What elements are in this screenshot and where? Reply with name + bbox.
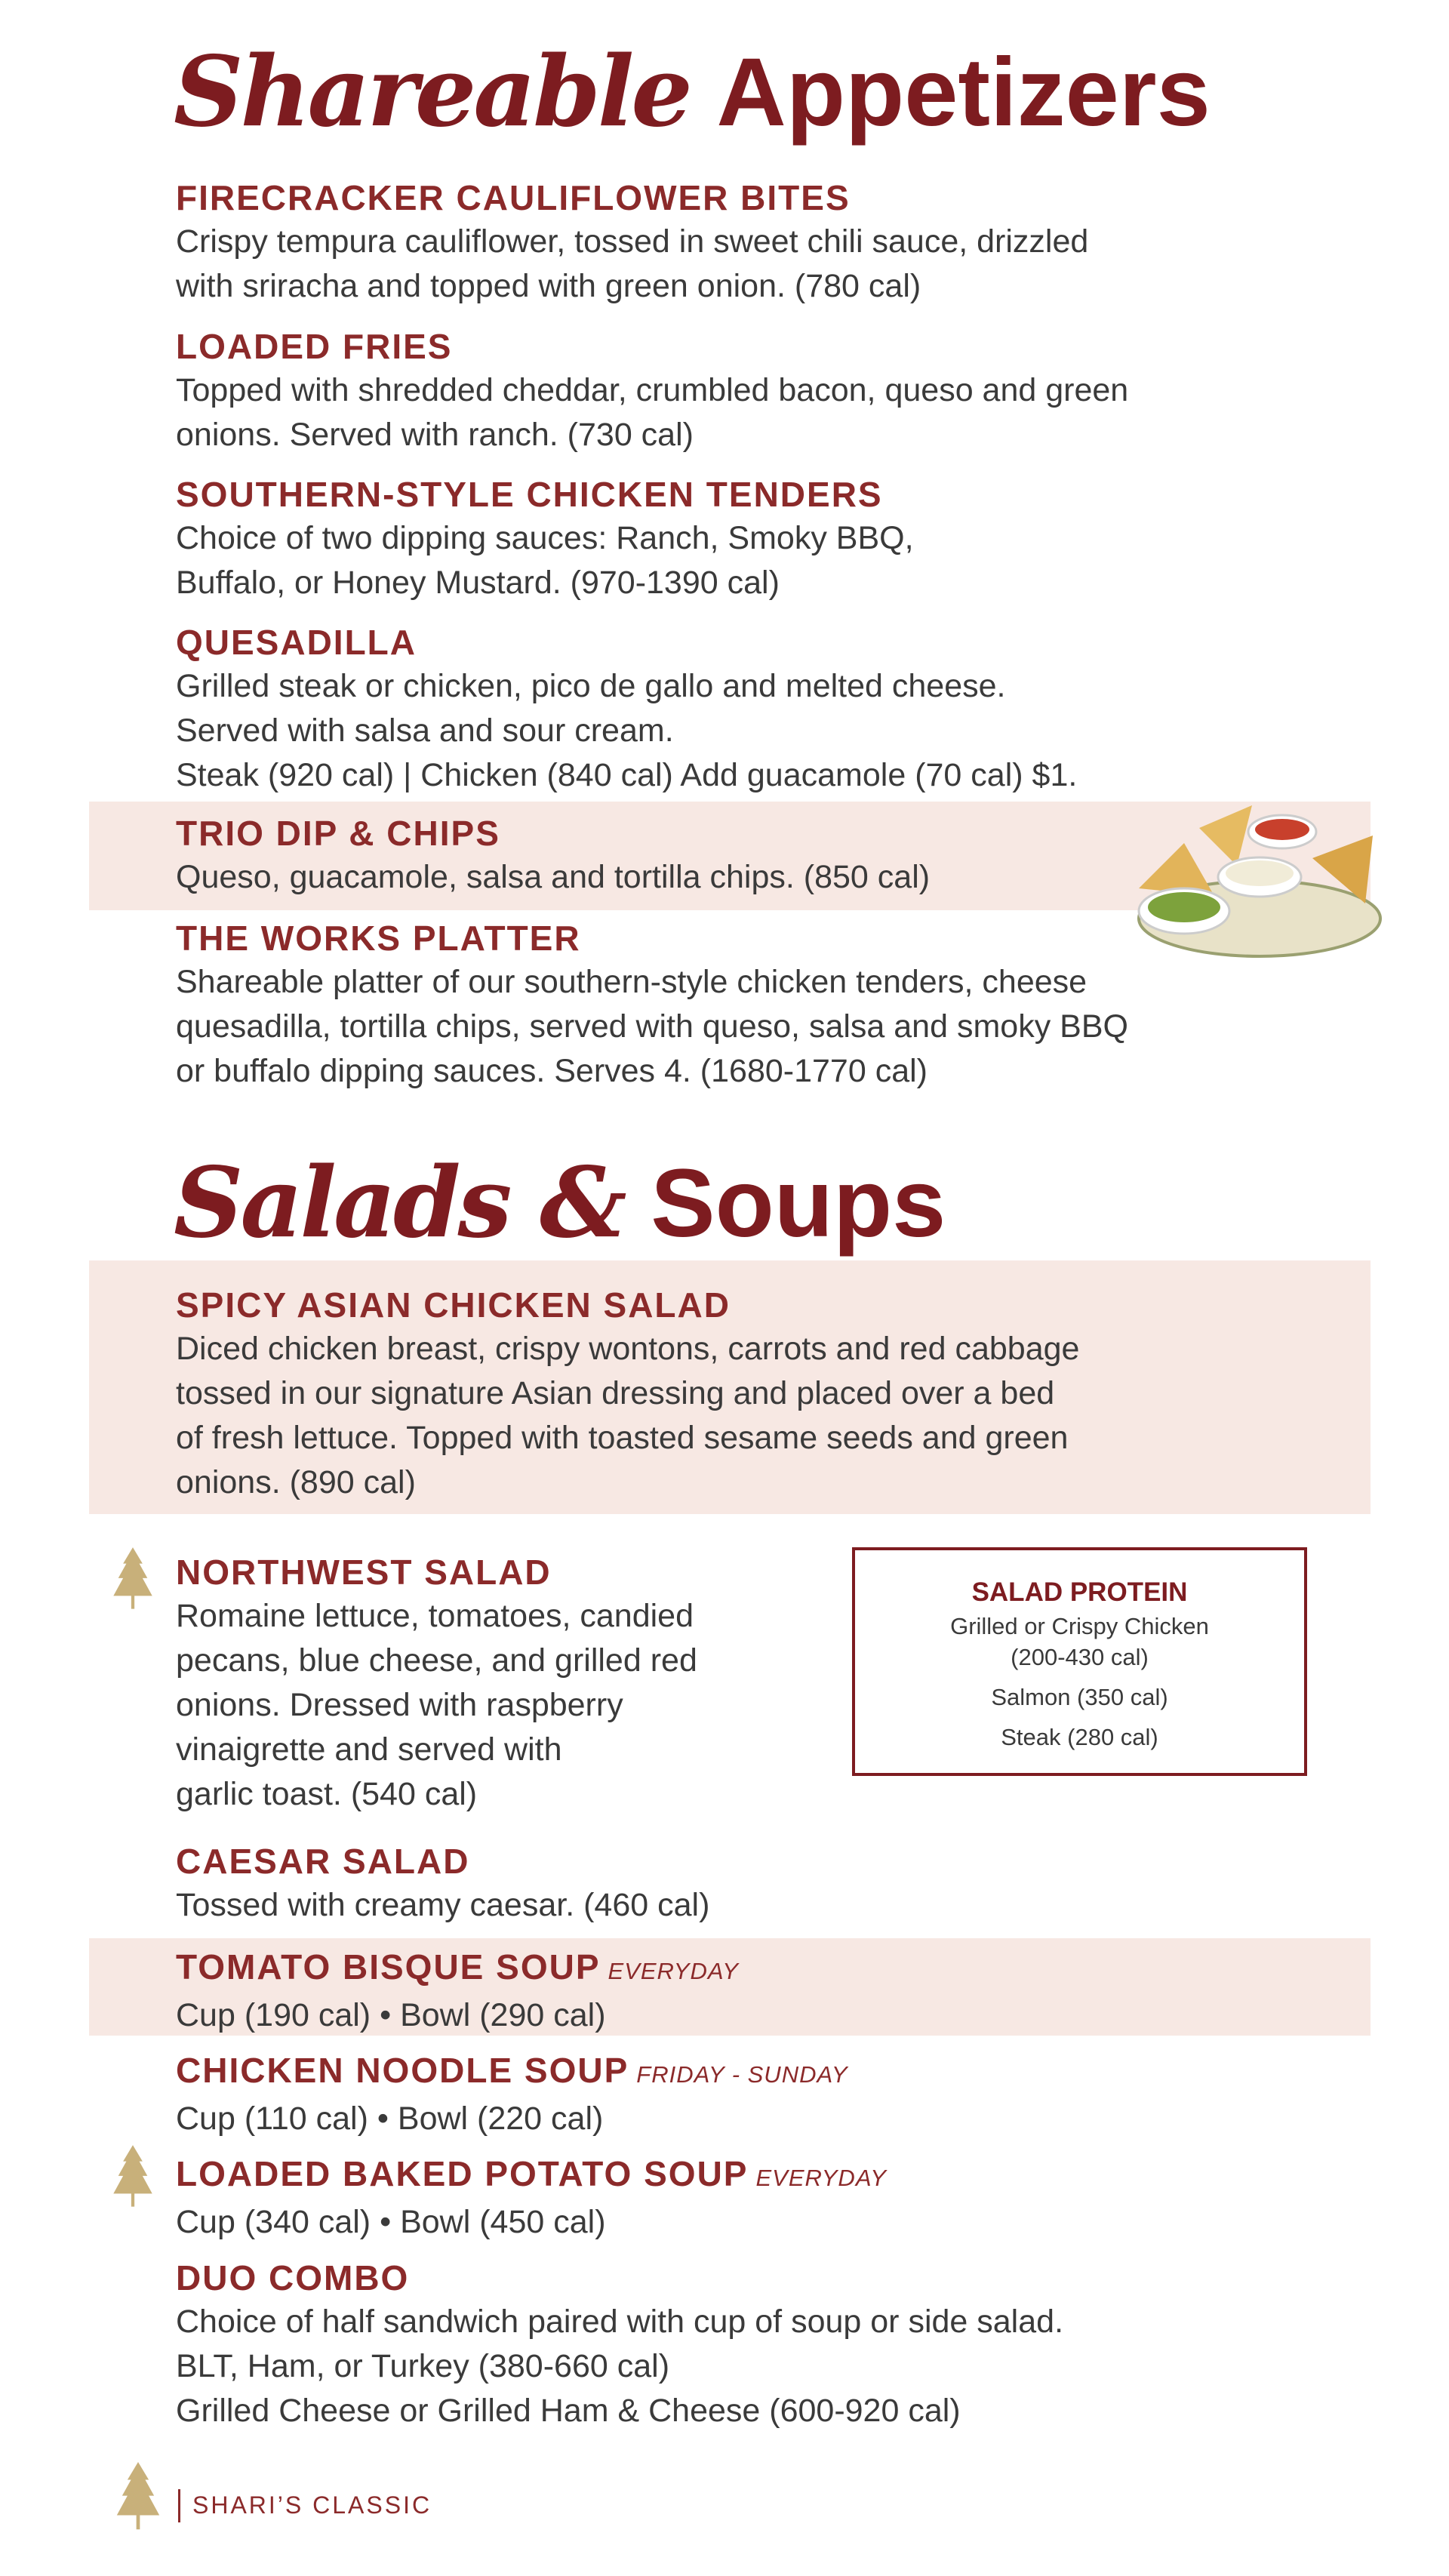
title-plain: Soups xyxy=(651,1150,946,1257)
item-description-line: BLT, Ham, or Turkey (380-660 cal) xyxy=(176,2348,670,2384)
item-name-text: SOUTHERN-STYLE CHICKEN TENDERS xyxy=(176,475,883,514)
menu-item-name xyxy=(176,620,1077,664)
menu-item xyxy=(176,1283,1079,1505)
title-script: Salads & xyxy=(174,1146,624,1260)
item-description-line: Steak (920 cal) | Chicken (840 cal) Add guacamole (70 cal) $1. xyxy=(176,757,1078,793)
item-description-line: quesadilla, tortilla chips, served with queso, salsa and smoky BBQ xyxy=(176,1008,1128,1045)
menu-item-name xyxy=(176,176,1088,220)
menu-item-name xyxy=(176,916,1128,960)
menu-item-name xyxy=(176,811,930,855)
protein-option: Salmon (350 cal) xyxy=(991,1684,1168,1710)
menu-item xyxy=(176,176,1088,309)
item-name-text: DUO COMBO xyxy=(176,2258,410,2297)
item-description-line: Topped with shredded cheddar, crumbled bacon, queso and green xyxy=(176,372,1129,408)
item-description-line: Buffalo, or Honey Mustard. (970-1390 cal) xyxy=(176,565,780,601)
item-description-line: vinaigrette and served with xyxy=(176,1731,562,1768)
availability-tag: EVERYDAY xyxy=(608,1958,739,1984)
protein-option: Steak (280 cal) xyxy=(1001,1724,1158,1750)
item-description-line: Crispy tempura cauliflower, tossed in sweet chili sauce, drizzled xyxy=(176,223,1089,260)
availability-tag: FRIDAY - SUNDAY xyxy=(636,2061,848,2088)
legend xyxy=(113,2462,432,2533)
item-name-text: CAESAR SALAD xyxy=(176,1842,470,1881)
trio-dip-chips-photo xyxy=(1124,798,1384,964)
section-title-salads-soups xyxy=(174,1146,946,1260)
section-title-appetizers xyxy=(174,35,1211,149)
salad-protein-title: SALAD PROTEIN xyxy=(971,1577,1188,1607)
item-description-line: Grilled steak or chicken, pico de gallo and melted cheese. xyxy=(176,668,1006,704)
menu-item-name xyxy=(176,325,1128,368)
item-description-line: Cup (340 cal) • Bowl (450 cal) xyxy=(176,2204,606,2240)
menu-item-name xyxy=(176,472,914,516)
tree-icon xyxy=(110,1547,155,1612)
protein-option: (200-430 cal) xyxy=(1011,1644,1149,1670)
menu-item-name xyxy=(176,2152,887,2200)
item-name-text: CHICKEN NOODLE SOUP xyxy=(176,2051,629,2090)
item-description-line: Cup (190 cal) • Bowl (290 cal) xyxy=(176,1997,606,2033)
menu-item xyxy=(176,325,1128,457)
item-description-line: garlic toast. (540 cal) xyxy=(176,1776,478,1812)
item-description-line: Choice of two dipping sauces: Ranch, Smoky BBQ, xyxy=(176,520,914,556)
menu-item xyxy=(176,620,1077,798)
title-plain: Appetizers xyxy=(716,38,1211,146)
item-name-text: QUESADILLA xyxy=(176,623,417,662)
item-name-text: FIRECRACKER CAULIFLOWER BITES xyxy=(176,178,851,217)
item-description-line: tossed in our signature Asian dressing and placed over a bed xyxy=(176,1375,1055,1411)
item-name-text: TOMATO BISQUE SOUP xyxy=(176,1947,601,1987)
menu-item-name xyxy=(176,1945,739,1993)
item-description-line: onions. (890 cal) xyxy=(176,1464,416,1500)
item-name-text: SPICY ASIAN CHICKEN SALAD xyxy=(176,1285,731,1325)
menu-item-name xyxy=(176,1283,1079,1327)
item-description-line: pecans, blue cheese, and grilled red xyxy=(176,1642,697,1679)
availability-tag: EVERYDAY xyxy=(755,2165,887,2191)
item-description-line: of fresh lettuce. Topped with toasted sesame seeds and green xyxy=(176,1420,1069,1456)
menu-item-name xyxy=(176,1550,697,1594)
item-description-line: Served with salsa and sour cream. xyxy=(176,712,674,749)
item-description-line: onions. Dressed with raspberry xyxy=(176,1687,623,1723)
legend-divider xyxy=(178,2489,180,2522)
item-name-text: NORTHWEST SALAD xyxy=(176,1553,552,1592)
item-description-line: Choice of half sandwich paired with cup of soup or side salad. xyxy=(176,2304,1064,2340)
item-name-text: LOADED FRIES xyxy=(176,327,453,366)
item-description-line: with sriracha and topped with green onion. (780 cal) xyxy=(176,268,921,304)
menu-item xyxy=(176,2048,848,2141)
menu-item xyxy=(176,1550,697,1817)
menu-item xyxy=(176,1945,739,2038)
item-description-line: Grilled Cheese or Grilled Ham & Cheese (600-920 cal) xyxy=(176,2393,961,2429)
tree-icon xyxy=(110,2145,155,2210)
title-script: Shareable xyxy=(174,35,690,149)
menu-item xyxy=(176,2152,887,2245)
item-description-line: Shareable platter of our southern-style chicken tenders, cheese xyxy=(176,964,1088,1000)
menu-item xyxy=(176,1839,709,1928)
menu-item xyxy=(176,916,1128,1094)
item-description-line: Diced chicken breast, crispy wontons, carrots and red cabbage xyxy=(176,1331,1080,1367)
menu-item xyxy=(176,811,930,900)
item-name-text: TRIO DIP & CHIPS xyxy=(176,814,500,853)
item-name-text: THE WORKS PLATTER xyxy=(176,919,581,958)
tree-icon xyxy=(113,2462,163,2533)
item-description-line: or buffalo dipping sauces. Serves 4. (1680-1770 cal) xyxy=(176,1053,928,1089)
legend-label: SHARI’S CLASSIC xyxy=(192,2491,432,2519)
item-description-line: Tossed with creamy caesar. (460 cal) xyxy=(176,1887,710,1923)
menu-item xyxy=(176,472,914,605)
menu-item xyxy=(176,2256,1063,2433)
item-description-line: Cup (110 cal) • Bowl (220 cal) xyxy=(176,2101,604,2137)
item-description-line: Romaine lettuce, tomatoes, candied xyxy=(176,1598,694,1634)
menu-item-name xyxy=(176,1839,709,1883)
salad-protein-box xyxy=(852,1547,1307,1776)
protein-option: Grilled or Crispy Chicken xyxy=(950,1613,1209,1639)
item-description-line: Queso, guacamole, salsa and tortilla chips. (850 cal) xyxy=(176,859,931,895)
menu-item-name xyxy=(176,2048,848,2097)
item-description-line: onions. Served with ranch. (730 cal) xyxy=(176,417,694,453)
menu-item-name xyxy=(176,2256,1063,2300)
item-name-text: LOADED BAKED POTATO SOUP xyxy=(176,2154,749,2193)
